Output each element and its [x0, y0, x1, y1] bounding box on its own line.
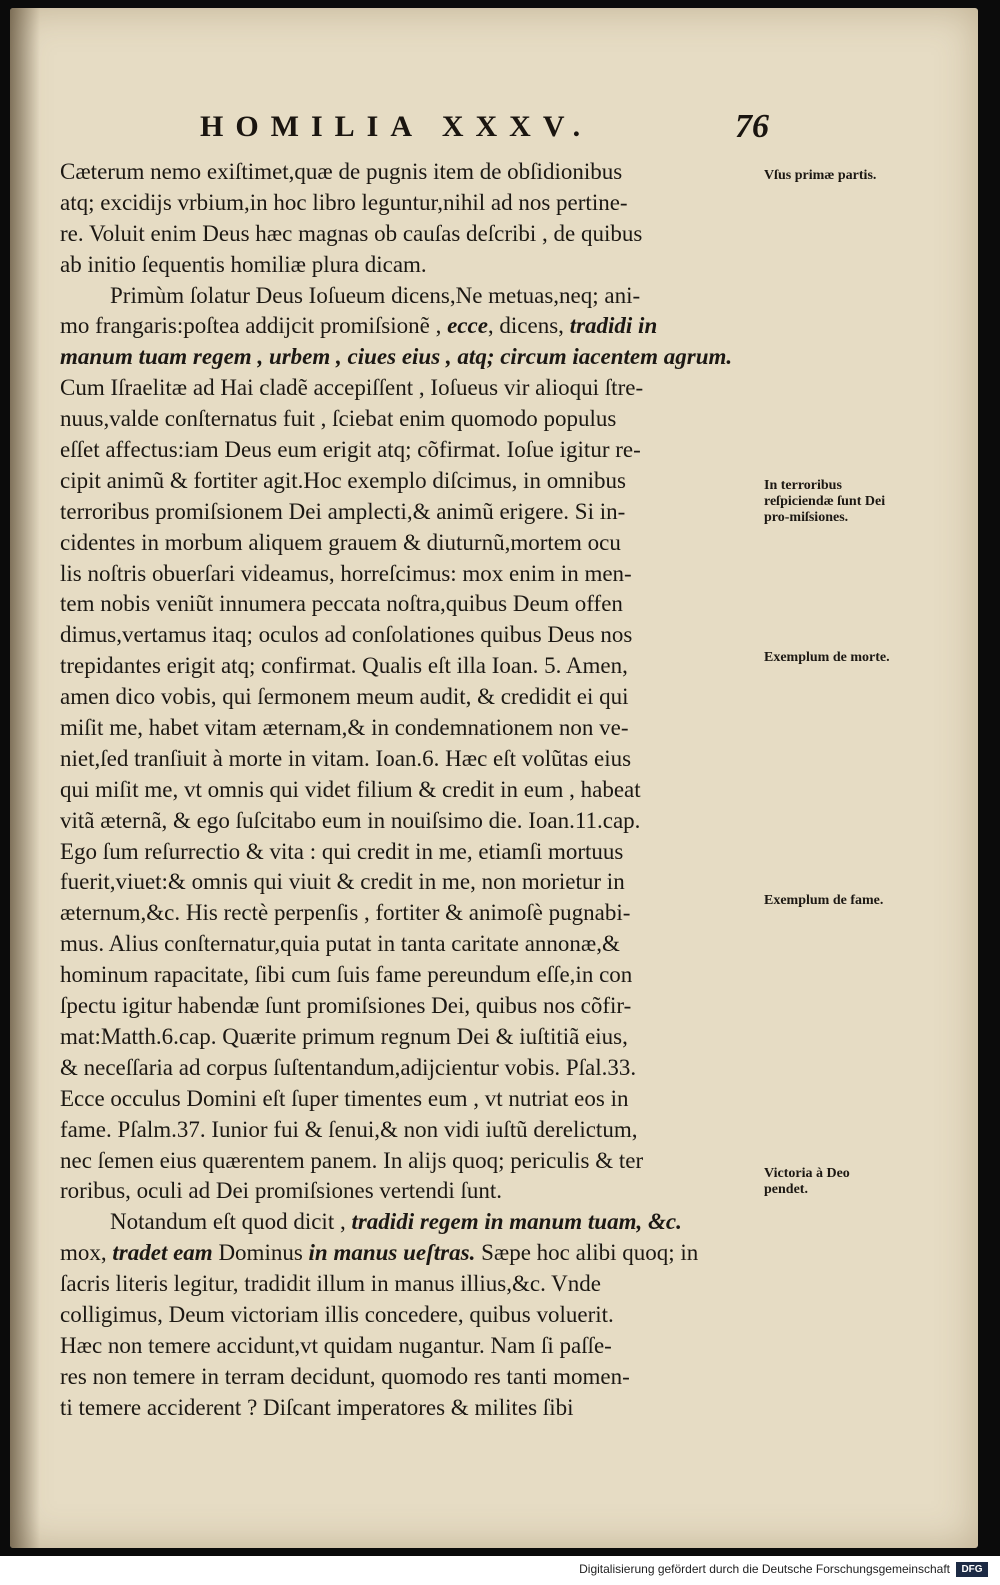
text-run: eſſet affectus:iam Deus eum erigit atq; cõfirmat. Ioſue igitur re- [60, 437, 641, 463]
text-run: trepidantes erigit atq; confirmat. Qualis eſt illa Ioan. 5. Amen, [60, 653, 628, 679]
italic-run: tradidi regem in manum tuam, &c. [351, 1209, 682, 1235]
running-title: HOMILIA XXXV. [200, 110, 593, 143]
text-line [60, 342, 765, 373]
text-run: cidentes in morbum aliquem grauem & diuturnũ,mortem ocu [60, 529, 621, 555]
text-line [60, 373, 765, 404]
text-line [60, 1146, 765, 1177]
text-run: amen dico vobis, qui ſermonem meum audit, & credidit ei qui [60, 684, 629, 710]
text-line [60, 806, 765, 837]
text-line [60, 1238, 765, 1269]
text-run: Notandum eſt quod dicit , [110, 1209, 352, 1235]
text-run: Dominus [212, 1240, 309, 1266]
text-line [60, 157, 765, 188]
digitization-footer [0, 1556, 1000, 1585]
text-run: colligimus, Deum victoriam illis concedere, quibus voluerit. [60, 1301, 614, 1327]
margin-note-vsus: Vſus primæ partis. [764, 168, 877, 183]
page-number: 76 [735, 108, 769, 145]
text-line [60, 775, 765, 806]
text-run: tem nobis veniũt innumera peccata noſtra,quibus Deum offen [60, 591, 623, 617]
text-line [60, 867, 765, 898]
italic-run: tradet eam [112, 1240, 213, 1266]
text-line [60, 620, 765, 651]
text-line [60, 528, 765, 559]
text-run: fuerit,viuet:& omnis qui viuit & credit in me, non morietur in [60, 869, 625, 895]
margin-note-fame: Exemplum de fame. [764, 893, 884, 908]
text-line [60, 1362, 765, 1393]
text-run: æternum,&c. His rectè perpenſis , fortiter & animoſè pugnabi- [60, 900, 631, 926]
text-line [60, 651, 765, 682]
margin-note-victoria: Victoria à Deo pendet. [764, 1166, 850, 1197]
text-line [60, 435, 765, 466]
text-run: dimus,vertamus itaq; oculos ad conſolationes quibus Deus nos [60, 622, 633, 648]
text-line [60, 1207, 765, 1238]
text-line [60, 250, 765, 281]
text-run: Ecce occulus Domini eſt ſuper timentes eum , vt nutriat eos in [60, 1085, 629, 1111]
text-run: roribus, oculi ad Dei promiſsiones vertendi ſunt. [60, 1178, 503, 1204]
text-run: qui miſit me, vt omnis qui videt filium & credit in eum , habeat [60, 776, 641, 802]
text-run: Cæterum nemo exiſtimet,quæ de pugnis item de obſidionibus [60, 159, 623, 184]
text-line [60, 589, 765, 620]
text-run: Cum Iſraelitæ ad Hai cladẽ accepiſſent , Ioſueus vir alioqui ſtre- [60, 375, 644, 401]
text-run: mo frangaris:poſtea addijcit promiſsionẽ , [60, 313, 448, 339]
text-run: miſit me, habet vitam æternam,& in condemnationem non ve- [60, 715, 629, 741]
text-run: , dicens, [487, 313, 570, 339]
text-run: ti temere acciderent ? Diſcant imperatores & milites ſibi [60, 1394, 574, 1420]
text-line [60, 404, 765, 435]
text-line [60, 311, 765, 342]
text-line [60, 281, 765, 312]
text-line [60, 837, 765, 868]
text-run: fame. Pſalm.37. Iunior fui & ſenui,& non vidi iuſtũ derelictum, [60, 1116, 638, 1142]
text-run: niet,ſed tranſiuit à morte in vitam. Ioan.6. Hæc eſt volũtas eius [60, 745, 632, 771]
text-line [60, 188, 765, 219]
text-line [60, 1084, 765, 1115]
italic-run: ecce [447, 313, 488, 339]
italic-run: manum tuam regem , urbem , ciues eius , atq; circum iacentem agrum. [60, 344, 733, 370]
text-run: cipit animũ & fortiter agit.Hoc exemplo diſcimus, in omnibus [60, 467, 626, 493]
page-gutter-shadow [10, 8, 40, 1548]
text-run: mus. Alius conſternatur,quia putat in tanta caritate annonæ,& [60, 931, 620, 957]
text-run: & neceſſaria ad corpus ſuſtentandum,adijcientur vobis. Pſal.33. [60, 1054, 637, 1080]
text-run: ſacris literis legitur, tradidit illum in manus illius,&c. Vnde [60, 1271, 601, 1297]
main-text-block [60, 157, 765, 1424]
text-run: nec ſemen eius quærentem panem. In alijs quoq; periculis & ter [60, 1147, 644, 1173]
dfg-logo: DFG [956, 1562, 988, 1577]
text-line [60, 1176, 765, 1207]
text-line [60, 1269, 765, 1300]
text-run: hominum rapacitate, ſibi cum ſuis fame pereundum eſſe,in con [60, 962, 633, 988]
text-line [60, 1022, 765, 1053]
italic-run: in manus ueſtras. [308, 1240, 476, 1266]
text-line [60, 1393, 765, 1424]
text-run: ab initio ſequentis homiliæ plura dicam. [60, 251, 427, 277]
text-line [60, 898, 765, 929]
text-run: Ego ſum reſurrectio & vita : qui credit in me, etiamſi mortuus [60, 838, 624, 864]
text-line [60, 1300, 765, 1331]
text-run: Primùm ſolatur Deus Ioſueum dicens,Ne metuas,neq; ani- [110, 282, 641, 308]
italic-run: tradidi in [569, 313, 658, 339]
text-run: mox, [60, 1240, 113, 1266]
text-run: mat:Matth.6.cap. Quærite primum regnum Dei & iuſtitiã eius, [60, 1023, 628, 1049]
text-line [60, 1115, 765, 1146]
margin-note-morte: Exemplum de morte. [764, 650, 890, 665]
text-run: res non temere in terram decidunt, quomodo res tanti momen- [60, 1363, 630, 1389]
text-run: Sæpe hoc alibi quoq; in [475, 1240, 699, 1266]
text-line [60, 1053, 765, 1084]
text-line [60, 682, 765, 713]
text-run: re. Voluit enim Deus hæc magnas ob cauſas deſcribi , de quibus [60, 220, 643, 246]
text-line [60, 713, 765, 744]
text-run: lis noſtris obuerſari videamus, horreſcimus: mox enim in men- [60, 560, 632, 586]
text-line [60, 219, 765, 250]
funding-credit: Digitalisierung gefördert durch die Deutsche Forschungsgemeinschaft [579, 1562, 950, 1576]
margin-note-terroribus: In terroribus reſpiciendæ ſunt Dei pro-miſsiones. [764, 478, 886, 525]
text-line [60, 929, 765, 960]
text-line [60, 960, 765, 991]
text-line [60, 559, 765, 590]
text-run: terroribus promiſsionem Dei amplecti,& animũ erigere. Si in- [60, 498, 626, 524]
text-run: Hæc non temere accidunt,vt quidam nugantur. Nam ſi paſſe- [60, 1332, 612, 1358]
text-line [60, 991, 765, 1022]
text-run: nuus,valde conſternatus fuit , ſciebat enim quomodo populus [60, 406, 617, 432]
text-line [60, 744, 765, 775]
text-line [60, 466, 765, 497]
text-run: vitã æternã, & ego ſuſcitabo eum in nouiſsimo die. Ioan.11.cap. [60, 807, 641, 833]
text-line [60, 497, 765, 528]
text-run: ſpectu igitur habendæ ſunt promiſsiones Dei, quibus nos cõfir- [60, 993, 632, 1019]
text-line [60, 1331, 765, 1362]
text-run: atq; excidijs vrbium,in hoc libro leguntur,nihil ad nos pertine- [60, 189, 628, 215]
